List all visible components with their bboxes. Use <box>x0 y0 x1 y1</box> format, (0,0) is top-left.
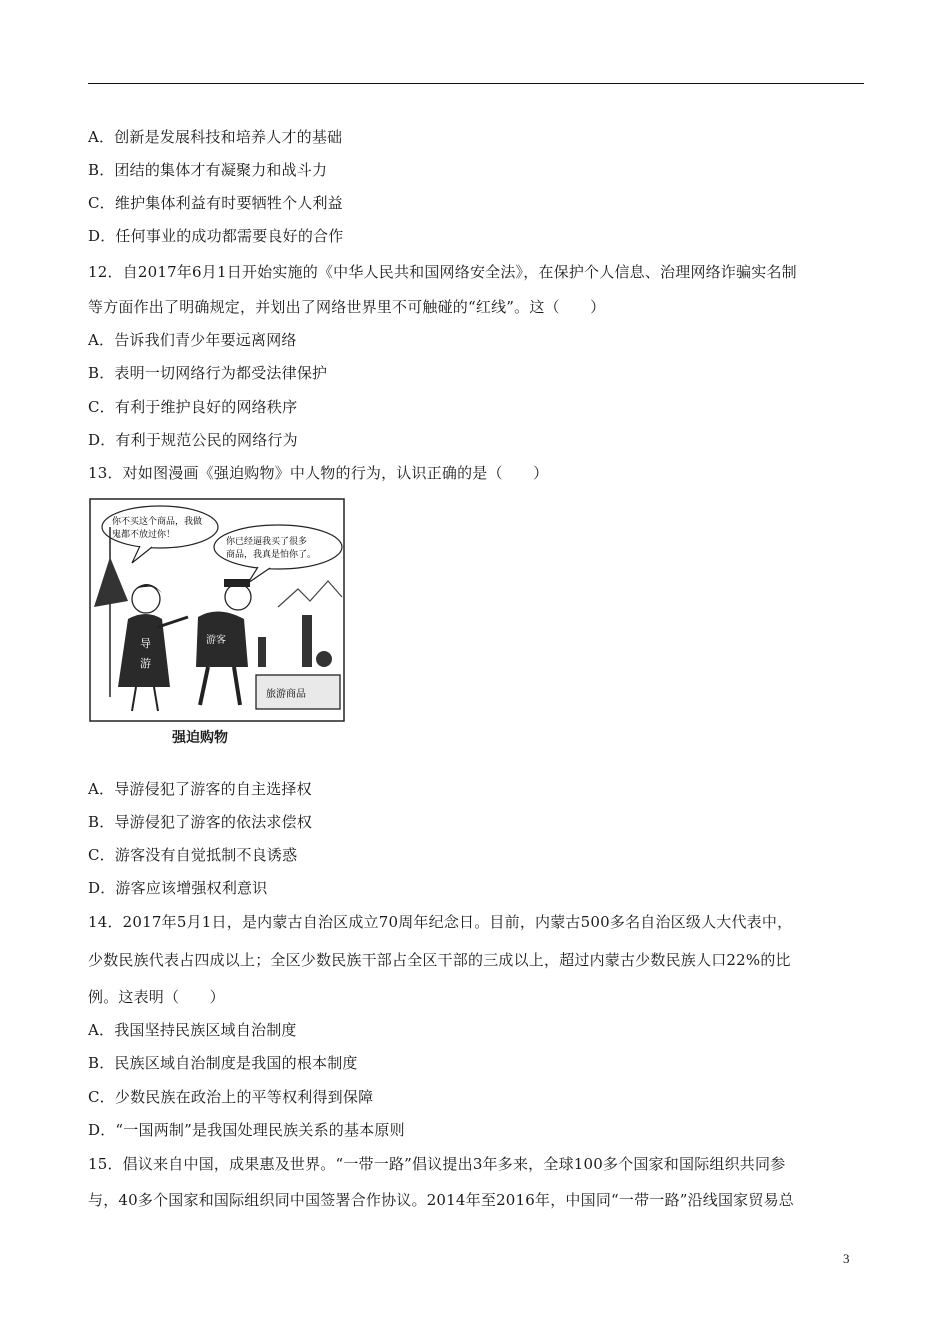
goods-label: 旅游商品 <box>266 689 306 700</box>
q15-stem-line2: 与，40多个国家和国际组织同中国签署合作协议。2014年至2016年，中国同“一带一路”沿线国家贸易总 <box>88 1191 794 1209</box>
q14-option-d: D．“一国两制”是我国处理民族关系的基本原则 <box>88 1121 405 1139</box>
tourist-label: 游客 <box>206 635 226 646</box>
q13-option-b: B．导游侵犯了游客的依法求偿权 <box>88 813 313 831</box>
bubble-guide-text-1: 你不买这个商品，我做 <box>112 517 203 527</box>
q13-option-c: C．游客没有自觉抵制不良诱惑 <box>88 846 298 864</box>
goods-vase <box>302 615 312 667</box>
page-number: 3 <box>843 1251 850 1266</box>
q14-option-c: C．少数民族在政治上的平等权利得到保障 <box>88 1088 374 1106</box>
q14-option-a: A．我国坚持民族区域自治制度 <box>88 1021 297 1039</box>
bubble-tourist-text-1: 你已经逼我买了很多 <box>226 537 308 547</box>
q12-stem-line1: 12．自2017年6月1日开始实施的《中华人民共和国网络安全法》，在保护个人信息、治理网络诈骗实名制 <box>88 263 797 281</box>
cartoon-caption: 强迫购物 <box>172 730 228 746</box>
tourist-head <box>225 584 251 610</box>
guide-label-2: 游 <box>140 657 151 670</box>
speech-bubble-tourist <box>214 525 342 569</box>
q11-option-d: D．任何事业的成功都需要良好的合作 <box>88 227 344 245</box>
q11-option-b: B．团结的集体才有凝聚力和战斗力 <box>88 161 328 179</box>
q11-option-a: A．创新是发展科技和培养人才的基础 <box>88 128 343 146</box>
q15-stem-line1: 15．倡议来自中国，成果惠及世界。“一带一路”倡议提出3年多来，全球100多个国家和国际组织共同参 <box>88 1155 786 1173</box>
guide-label-1: 导 <box>140 637 151 650</box>
cartoon-forced-shopping <box>88 497 346 755</box>
q12-option-a: A．告诉我们青少年要远离网络 <box>88 331 297 349</box>
bubble-tourist-text-2: 商品，我真是怕你了。 <box>226 550 317 560</box>
q14-stem-line1: 14．2017年5月1日，是内蒙古自治区成立70周年纪念日。目前，内蒙古500多名自治区级人大代表中， <box>88 913 793 931</box>
q13-option-d: D．游客应该增强权利意识 <box>88 879 268 897</box>
q14-stem-line2: 少数民族代表占四成以上；全区少数民族干部占全区干部的三成以上，超过内蒙古少数民族人口22%的比 <box>88 951 791 969</box>
q12-option-c: C．有利于维护良好的网络秩序 <box>88 398 298 416</box>
header-rule <box>88 83 864 84</box>
q13-option-a: A．导游侵犯了游客的自主选择权 <box>88 780 312 798</box>
q14-option-b: B．民族区域自治制度是我国的根本制度 <box>88 1054 358 1072</box>
q13-stem: 13．对如图漫画《强迫购物》中人物的行为，认识正确的是（ ） <box>88 464 549 482</box>
q11-option-c: C．维护集体利益有时要牺牲个人利益 <box>88 194 343 212</box>
q12-stem-line2: 等方面作出了明确规定，并划出了网络世界里不可触碰的“红线”。这（ ） <box>88 298 606 316</box>
speech-bubble-guide <box>102 506 218 548</box>
bubble-guide-text-2: 鬼都不放过你！ <box>112 530 176 540</box>
q12-option-b: B．表明一切网络行为都受法律保护 <box>88 364 328 382</box>
q12-option-d: D．有利于规范公民的网络行为 <box>88 431 298 449</box>
guide-head <box>132 585 160 613</box>
q14-stem-line3: 例。这表明（ ） <box>88 988 225 1006</box>
